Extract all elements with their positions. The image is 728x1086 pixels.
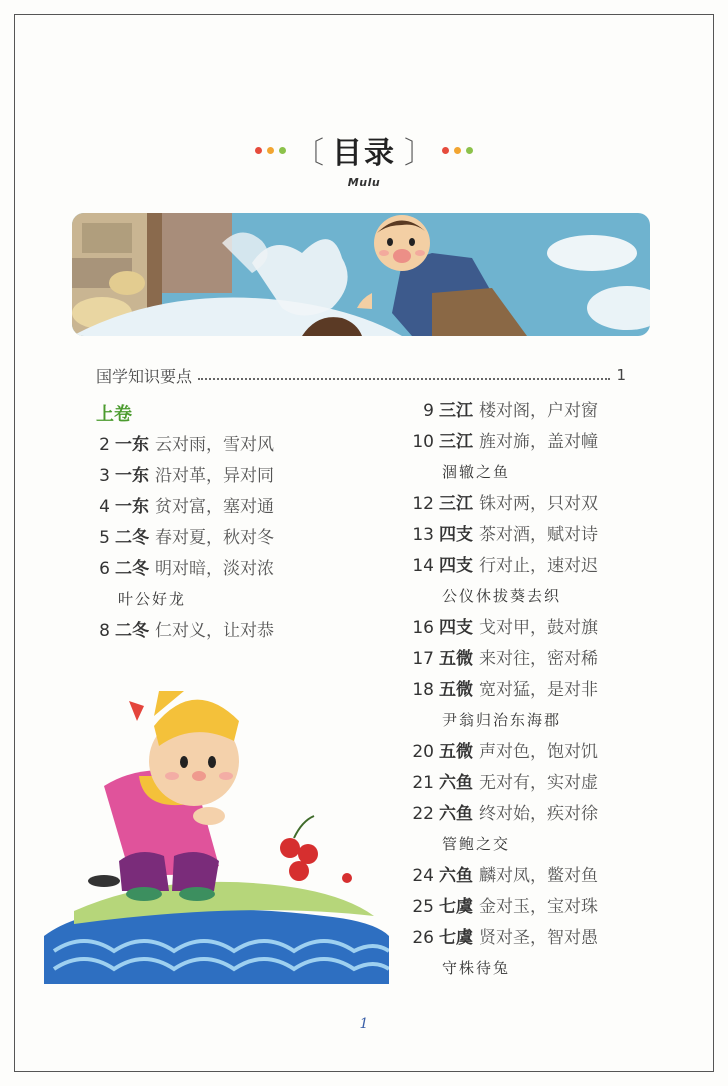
left-column bbox=[96, 400, 326, 647]
toc-entry-page: 25 bbox=[412, 897, 434, 917]
toc-entry-page: 20 bbox=[412, 742, 434, 762]
right-bracket: 〕 bbox=[404, 136, 434, 171]
page-subtitle: Mulu bbox=[347, 176, 381, 189]
toc-entry-rhyme: 二冬 bbox=[115, 559, 149, 579]
toc-entry[interactable] bbox=[410, 520, 650, 551]
toc-entry-text: 贫对富，塞对通 bbox=[155, 497, 274, 517]
toc-entry-page: 14 bbox=[412, 556, 434, 576]
toc-header bbox=[0, 128, 728, 198]
toc-entry-rhyme: 一东 bbox=[115, 497, 149, 517]
toc-entry[interactable] bbox=[410, 551, 650, 582]
left-bracket: 〔 bbox=[294, 136, 324, 171]
toc-entry[interactable] bbox=[410, 613, 650, 644]
toc-entry-page: 17 bbox=[412, 649, 434, 669]
toc-entry-page: 26 bbox=[412, 928, 434, 948]
child-illustration bbox=[44, 666, 389, 984]
toc-entry-page: 24 bbox=[412, 866, 434, 886]
toc-entry-text: 春对夏，秋对冬 bbox=[155, 528, 274, 548]
toc-entry-page: 10 bbox=[412, 432, 434, 452]
toc-entry-text: 无对有，实对虚 bbox=[479, 773, 598, 793]
toc-entry-page: 9 bbox=[423, 401, 434, 421]
toc-entry-page: 18 bbox=[412, 680, 434, 700]
toc-entry-rhyme: 七虞 bbox=[439, 928, 473, 948]
page-title: 目录 bbox=[332, 136, 396, 171]
toc-entry-rhyme: 一东 bbox=[115, 466, 149, 486]
toc-entry-page: 3 bbox=[99, 466, 110, 486]
toc-entry-page: 5 bbox=[99, 528, 110, 548]
toc-entry-label: 国学知识要点 bbox=[96, 366, 193, 386]
toc-entry-rhyme: 三江 bbox=[439, 432, 473, 452]
toc-entry-text: 戈对甲，鼓对旗 bbox=[479, 618, 598, 638]
toc-story-title[interactable]: 公仪休拔葵去织 bbox=[442, 587, 562, 605]
toc-entry[interactable] bbox=[410, 675, 650, 706]
toc-entry[interactable] bbox=[96, 554, 326, 585]
toc-entry[interactable] bbox=[410, 799, 650, 830]
toc-entry-page: 1 bbox=[616, 366, 626, 384]
toc-entry-text: 仁对义，让对恭 bbox=[155, 621, 274, 641]
toc-entry-page: 12 bbox=[412, 494, 434, 514]
toc-entry-rhyme: 五微 bbox=[439, 649, 473, 669]
toc-entry-text: 金对玉，宝对珠 bbox=[479, 897, 598, 917]
toc-entry[interactable] bbox=[410, 768, 650, 799]
toc-entry-text: 云对雨，雪对风 bbox=[155, 435, 274, 455]
toc-entry-text: 沿对革，异对同 bbox=[155, 466, 274, 486]
toc-entry-text: 宽对猛，是对非 bbox=[479, 680, 598, 700]
toc-entry[interactable] bbox=[410, 396, 650, 427]
toc-entry-text: 旌对旆，盖对幢 bbox=[479, 432, 598, 452]
toc-entry[interactable] bbox=[96, 461, 326, 492]
toc-entry-text: 明对暗，淡对浓 bbox=[155, 559, 274, 579]
toc-entry-text: 声对色，饱对饥 bbox=[479, 742, 598, 762]
toc-story-title[interactable]: 涸辙之鱼 bbox=[442, 463, 511, 481]
toc-entry[interactable] bbox=[410, 861, 650, 892]
banner-illustration bbox=[72, 213, 650, 336]
toc-entry[interactable] bbox=[96, 616, 326, 647]
toc-entry[interactable] bbox=[410, 644, 650, 675]
toc-entry-page: 16 bbox=[412, 618, 434, 638]
toc-entry-rhyme: 五微 bbox=[439, 742, 473, 762]
toc-entry-rhyme: 六鱼 bbox=[439, 804, 473, 824]
toc-entry-rhyme: 一东 bbox=[115, 435, 149, 455]
toc-entry-text: 铢对两，只对双 bbox=[479, 494, 598, 514]
toc-entry[interactable] bbox=[410, 923, 650, 954]
toc-entry-page: 22 bbox=[412, 804, 434, 824]
left-toc-list bbox=[96, 430, 326, 647]
toc-entry-text: 贤对圣，智对愚 bbox=[479, 928, 598, 948]
toc-story-title[interactable]: 叶公好龙 bbox=[118, 590, 187, 608]
toc-entry-text: 楼对阁，户对窗 bbox=[479, 401, 598, 421]
toc-entry[interactable] bbox=[410, 892, 650, 923]
toc-entry-text: 来对往，密对稀 bbox=[479, 649, 598, 669]
toc-entry[interactable] bbox=[410, 489, 650, 520]
toc-story-title[interactable]: 尹翁归治东海郡 bbox=[442, 711, 562, 729]
toc-entry-rhyme: 五微 bbox=[439, 680, 473, 700]
toc-entry-text: 麟对凤，鳖对鱼 bbox=[479, 866, 598, 886]
right-dots-icon bbox=[442, 147, 473, 154]
toc-entry-rhyme: 二冬 bbox=[115, 621, 149, 641]
toc-entry-text: 茶对酒，赋对诗 bbox=[479, 525, 598, 545]
title-row bbox=[0, 128, 728, 172]
toc-entry[interactable] bbox=[96, 430, 326, 461]
toc-story-title[interactable]: 管鲍之交 bbox=[442, 835, 511, 853]
toc-entry-page: 2 bbox=[99, 435, 110, 455]
toc-entry-rhyme: 四支 bbox=[439, 556, 473, 576]
toc-entry-guoxue[interactable] bbox=[96, 363, 626, 387]
toc-entry-rhyme: 三江 bbox=[439, 494, 473, 514]
page-number: 1 bbox=[359, 1016, 369, 1032]
right-column bbox=[410, 396, 650, 985]
toc-entry-rhyme: 四支 bbox=[439, 618, 473, 638]
toc-entry-page: 21 bbox=[412, 773, 434, 793]
toc-entry[interactable] bbox=[96, 492, 326, 523]
left-dots-icon bbox=[255, 147, 286, 154]
toc-entry-rhyme: 三江 bbox=[439, 401, 473, 421]
toc-story-title[interactable]: 守株待兔 bbox=[442, 959, 511, 977]
toc-entry[interactable] bbox=[96, 523, 326, 554]
dot-leader bbox=[198, 370, 610, 380]
toc-entry-rhyme: 六鱼 bbox=[439, 866, 473, 886]
toc-entry-page: 6 bbox=[99, 559, 110, 579]
toc-entry-rhyme: 六鱼 bbox=[439, 773, 473, 793]
right-toc-list bbox=[410, 396, 650, 985]
toc-entry-text: 行对止，速对迟 bbox=[479, 556, 598, 576]
toc-entry-page: 4 bbox=[99, 497, 110, 517]
toc-entry-rhyme: 四支 bbox=[439, 525, 473, 545]
volume-title: 上卷 bbox=[96, 404, 132, 425]
toc-entry[interactable] bbox=[410, 427, 650, 458]
toc-entry-rhyme: 二冬 bbox=[115, 528, 149, 548]
toc-entry-page: 8 bbox=[99, 621, 110, 641]
toc-entry-rhyme: 七虞 bbox=[439, 897, 473, 917]
toc-entry[interactable] bbox=[410, 737, 650, 768]
toc-entry-text: 终对始，疾对徐 bbox=[479, 804, 598, 824]
toc-entry-page: 13 bbox=[412, 525, 434, 545]
